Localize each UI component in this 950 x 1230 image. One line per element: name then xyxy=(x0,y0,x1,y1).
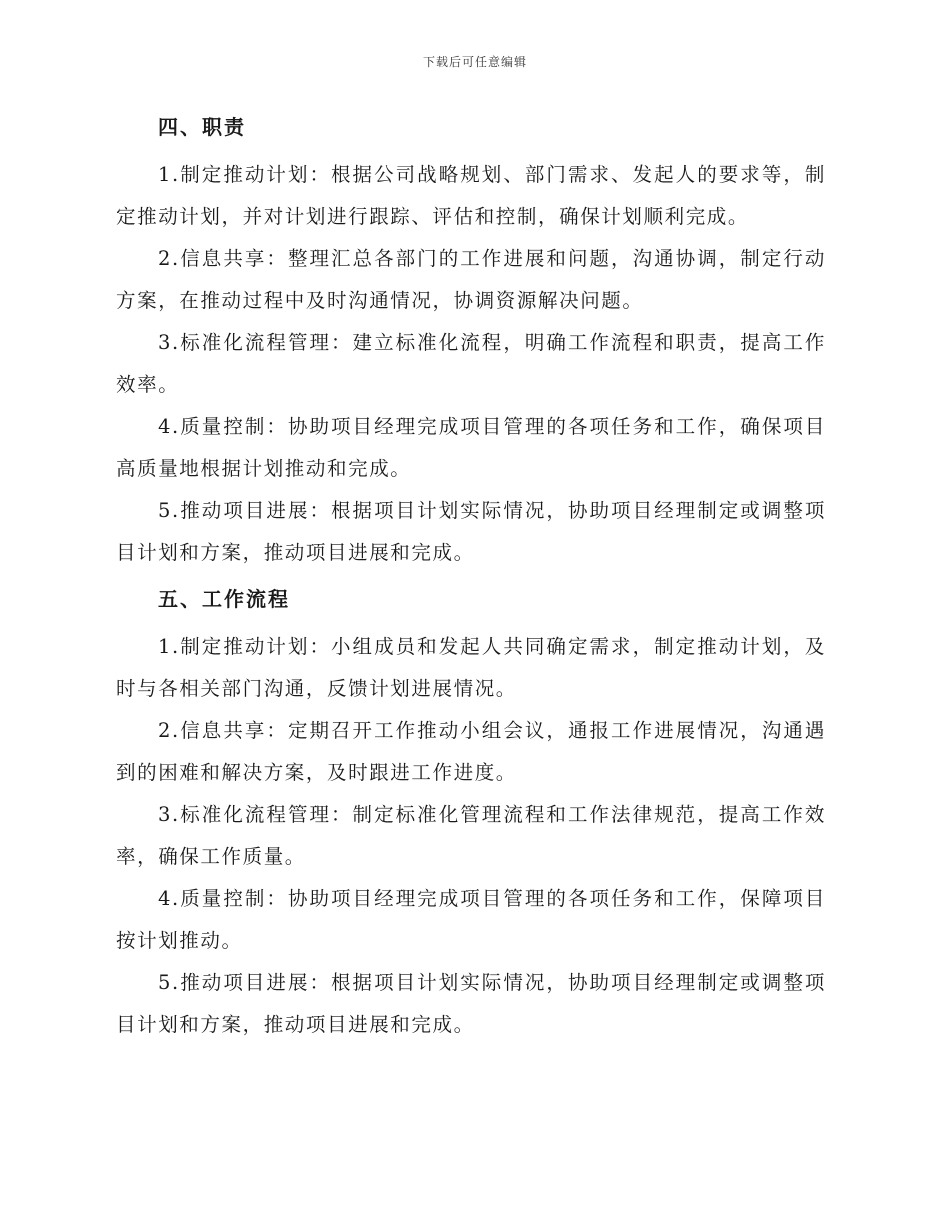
section-workflow xyxy=(116,580,826,1046)
section-heading: 四、职责 xyxy=(158,115,246,139)
section-heading: 五、工作流程 xyxy=(158,587,290,611)
document-body xyxy=(116,108,826,1046)
paragraph: 5.推动项目进展：根据项目计划实际情况，协助项目经理制定或调整项目计划和方案，推动项目进展和完成。 xyxy=(116,499,826,564)
paragraph: 1.制定推动计划：根据公司战略规划、部门需求、发起人的要求等，制定推动计划，并对计划进行跟踪、评估和控制，确保计划顺利完成。 xyxy=(116,163,826,228)
paragraph: 3.标准化流程管理：建立标准化流程，明确工作流程和职责，提高工作效率。 xyxy=(116,331,826,396)
paragraph: 2.信息共享：整理汇总各部门的工作进展和问题，沟通协调，制定行动方案，在推动过程中及时沟通情况，协调资源解决问题。 xyxy=(116,247,826,312)
paragraph: 3.标准化流程管理：制定标准化管理流程和工作法律规范，提高工作效率，确保工作质量。 xyxy=(116,803,826,868)
paragraph: 4.质量控制：协助项目经理完成项目管理的各项任务和工作，确保项目高质量地根据计划推动和完成。 xyxy=(116,415,826,480)
paragraph: 2.信息共享：定期召开工作推动小组会议，通报工作进展情况，沟通遇到的困难和解决方案，及时跟进工作进度。 xyxy=(116,719,826,784)
paragraph: 1.制定推动计划：小组成员和发起人共同确定需求，制定推动计划，及时与各相关部门沟通，反馈计划进展情况。 xyxy=(116,635,826,700)
paragraph: 4.质量控制：协助项目经理完成项目管理的各项任务和工作，保障项目按计划推动。 xyxy=(116,887,826,952)
header-note: 下载后可任意编辑 xyxy=(422,55,527,69)
paragraph: 5.推动项目进展：根据项目计划实际情况，协助项目经理制定或调整项目计划和方案，推动项目进展和完成。 xyxy=(116,971,826,1036)
section-duties xyxy=(116,108,826,574)
